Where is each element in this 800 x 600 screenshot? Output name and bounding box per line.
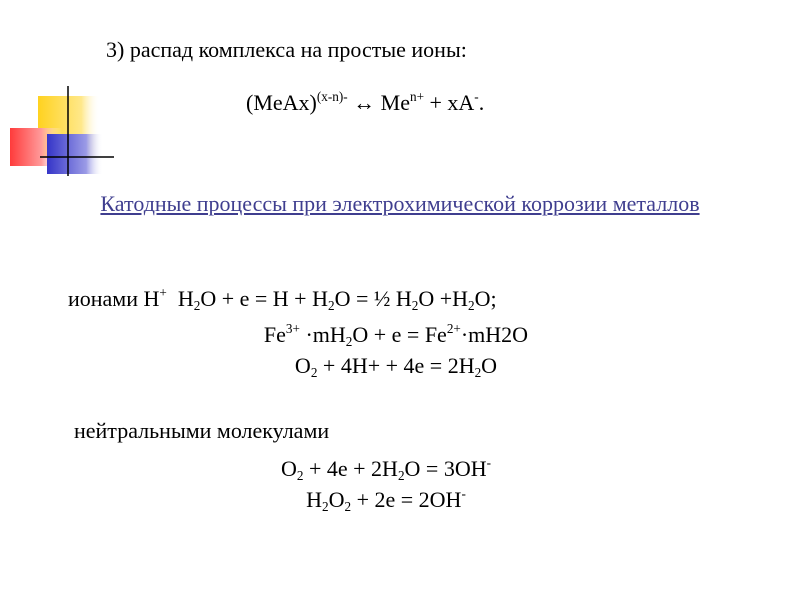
complex-decay-equation: (MeAx)$^{(x-n)-}$ ↔ $Me^{n+} + xA^-$. (246, 88, 485, 115)
oxygen-neutral-equation: $O_2 + 4e + 2H_2O = 3OH^-$ (280, 454, 492, 483)
deco-blue-square (47, 134, 103, 174)
neutral-molecules-label: нейтральными молекулами (74, 418, 330, 443)
item-3-title: 3) распад комплекса на простые ионы: (106, 37, 467, 62)
oxygen-acid-equation: $O_2 + 4H+ + 4e = 2H_2O$ (294, 353, 498, 380)
ions-equation-line: ионами H+ $H_2O + e = H + H_2O$ = ½ $H_2O +H_2O$; (68, 284, 497, 313)
iron-ion-equation: $Fe^{3+} \cdot mH_2O + e = Fe^{2+}\cdot mH2O$ (263, 320, 529, 349)
section-heading: Катодные процессы при электрохимической коррозии металлов (100, 191, 700, 216)
peroxide-equation: $H_2O_2 + 2e = 2OH^-$ (306, 485, 466, 514)
corner-decoration (0, 0, 120, 190)
